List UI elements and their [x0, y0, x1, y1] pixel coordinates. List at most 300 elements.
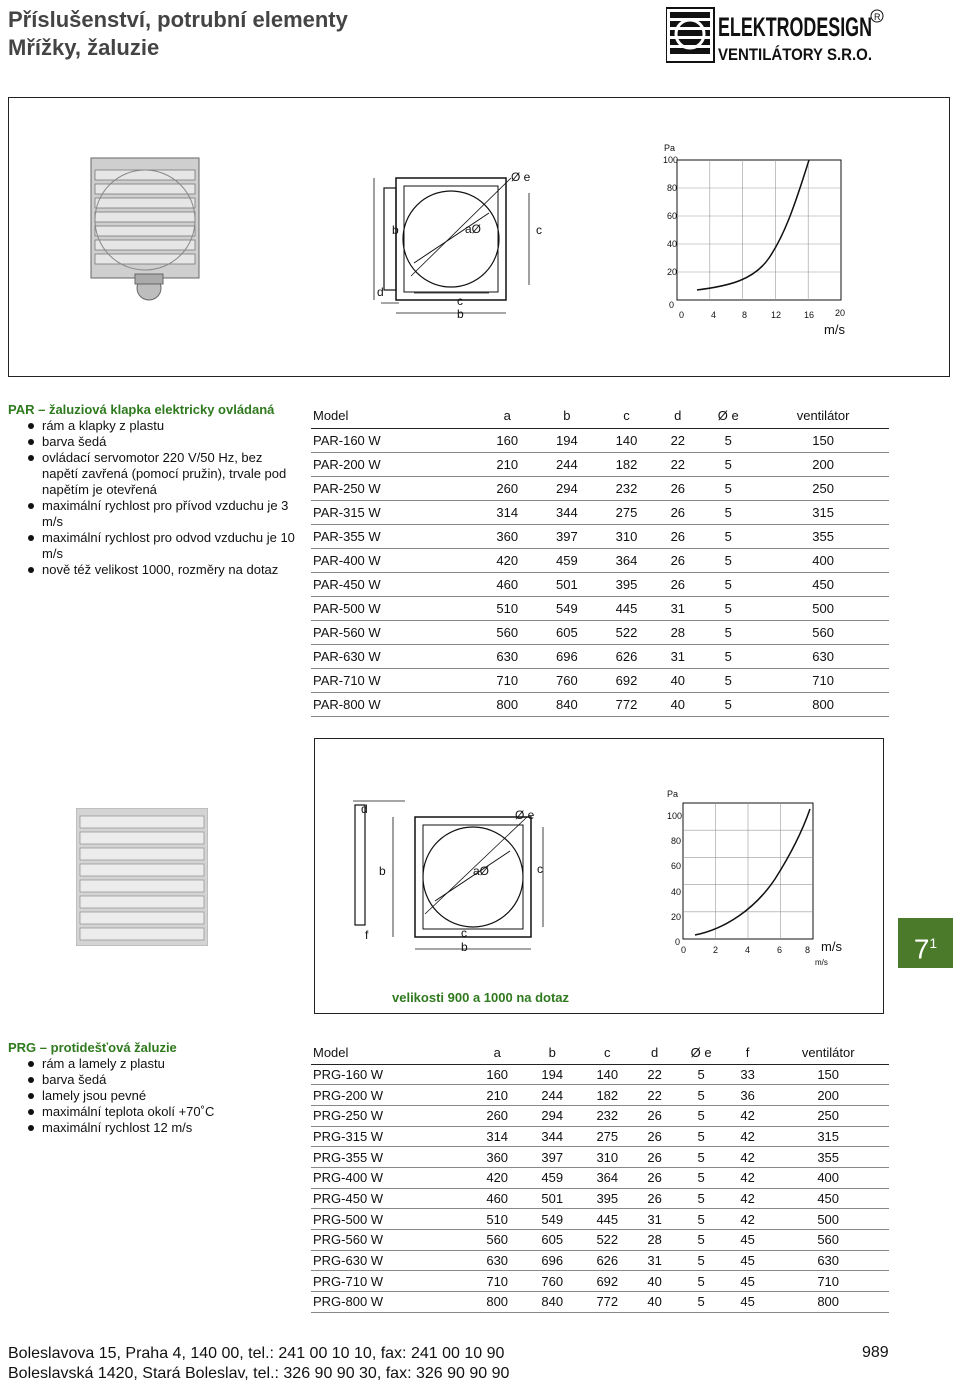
table-cell: PAR-355 W: [311, 524, 477, 548]
table-cell: 420: [477, 548, 537, 572]
table-cell: 275: [597, 500, 657, 524]
column-header: b: [525, 1042, 580, 1064]
table-cell: 5: [674, 1167, 727, 1188]
column-header: ventilátor: [757, 404, 889, 428]
table-cell: PRG-315 W: [311, 1126, 470, 1147]
prg-code: PRG: [8, 1040, 37, 1055]
table-cell: 40: [635, 1292, 675, 1313]
table-cell: 760: [525, 1271, 580, 1292]
par-pressure-chart: [677, 160, 841, 300]
table-row: [311, 1188, 889, 1209]
table-row: [311, 524, 889, 548]
table-cell: 5: [674, 1292, 727, 1313]
table-cell: 40: [635, 1271, 675, 1292]
table-row: [311, 1167, 889, 1188]
table-cell: 522: [597, 620, 657, 644]
par-chart-x0: 0: [679, 310, 685, 320]
prg-dim-f: f: [365, 928, 369, 942]
table-cell: 31: [656, 596, 699, 620]
table-cell: 45: [728, 1250, 768, 1271]
table-cell: 232: [580, 1105, 635, 1126]
table-cell: PRG-800 W: [311, 1292, 470, 1313]
table-cell: 800: [757, 692, 889, 716]
table-cell: 250: [757, 476, 889, 500]
table-cell: PAR-560 W: [311, 620, 477, 644]
section-tab-number: 7: [913, 933, 930, 965]
table-cell: 250: [767, 1105, 889, 1126]
par-spec-table: [311, 404, 889, 717]
par-dimension-drawing: [374, 178, 529, 313]
table-cell: PRG-560 W: [311, 1230, 470, 1251]
table-cell: 397: [537, 524, 597, 548]
table-cell: PAR-160 W: [311, 428, 477, 452]
par-chart-y40: 40: [667, 239, 678, 249]
table-cell: PAR-400 W: [311, 548, 477, 572]
prg-chart-x8: 8: [805, 945, 811, 955]
table-cell: 5: [674, 1209, 727, 1230]
table-cell: 510: [470, 1209, 525, 1230]
table-cell: 560: [767, 1230, 889, 1251]
table-cell: 314: [477, 500, 537, 524]
table-cell: 692: [597, 668, 657, 692]
table-cell: PAR-800 W: [311, 692, 477, 716]
table-cell: 630: [767, 1250, 889, 1271]
table-cell: 772: [597, 692, 657, 716]
table-cell: 344: [537, 500, 597, 524]
table-cell: 501: [537, 572, 597, 596]
table-cell: 194: [525, 1064, 580, 1085]
table-cell: PAR-710 W: [311, 668, 477, 692]
table-cell: PRG-355 W: [311, 1147, 470, 1168]
table-cell: 5: [674, 1105, 727, 1126]
par-dim-d: d: [377, 285, 384, 299]
company-logo: [666, 6, 884, 64]
column-header: c: [580, 1042, 635, 1064]
table-cell: 5: [674, 1188, 727, 1209]
list-item: maximální rychlost pro přívod vzduchu je 3 m/s: [26, 498, 298, 530]
table-cell: 45: [728, 1292, 768, 1313]
prg-chart-y60: 60: [671, 861, 682, 871]
prg-chart-x6: 6: [777, 945, 783, 955]
table-cell: 26: [635, 1105, 675, 1126]
table-cell: 626: [580, 1250, 635, 1271]
table-cell: 355: [767, 1147, 889, 1168]
table-cell: 160: [470, 1064, 525, 1085]
table-cell: 630: [757, 644, 889, 668]
table-cell: 26: [656, 572, 699, 596]
table-cell: 445: [597, 596, 657, 620]
table-cell: 630: [470, 1250, 525, 1271]
par-dim-c-bottom: c: [457, 294, 463, 308]
list-item: maximální rychlost 12 m/s: [26, 1120, 298, 1136]
table-cell: 5: [699, 452, 757, 476]
table-cell: 5: [699, 644, 757, 668]
par-product-photo: [91, 158, 199, 300]
par-chart-y0: 0: [669, 300, 675, 310]
table-cell: 5: [699, 428, 757, 452]
list-item: lamely jsou pevné: [26, 1088, 298, 1104]
column-header: a: [477, 404, 537, 428]
table-cell: 5: [674, 1230, 727, 1251]
table-cell: 310: [597, 524, 657, 548]
table-header-row: [311, 1042, 889, 1064]
table-cell: 140: [580, 1064, 635, 1085]
list-item: maximální rychlost pro odvod vzduchu je 10 m/s: [26, 530, 298, 562]
table-cell: 5: [674, 1271, 727, 1292]
table-cell: 31: [635, 1209, 675, 1230]
prg-chart-y20: 20: [671, 912, 682, 922]
table-cell: 150: [767, 1064, 889, 1085]
column-header: a: [470, 1042, 525, 1064]
table-cell: PRG-400 W: [311, 1167, 470, 1188]
page-title: [8, 6, 348, 62]
table-cell: 200: [767, 1085, 889, 1106]
column-header: Ø e: [699, 404, 757, 428]
table-cell: 500: [757, 596, 889, 620]
prg-section-title: [8, 1040, 298, 1056]
table-cell: 26: [656, 476, 699, 500]
table-cell: 200: [757, 452, 889, 476]
table-cell: 696: [537, 644, 597, 668]
table-cell: PRG-630 W: [311, 1250, 470, 1271]
table-cell: 45: [728, 1271, 768, 1292]
table-cell: 40: [656, 668, 699, 692]
prg-figure-panel: [314, 738, 884, 1014]
table-cell: 36: [728, 1085, 768, 1106]
table-cell: 244: [537, 452, 597, 476]
table-cell: 244: [525, 1085, 580, 1106]
table-cell: 182: [580, 1085, 635, 1106]
table-row: [311, 500, 889, 524]
table-row: [311, 1271, 889, 1292]
table-cell: 5: [699, 572, 757, 596]
table-cell: 5: [674, 1250, 727, 1271]
table-cell: 42: [728, 1147, 768, 1168]
table-cell: 26: [656, 524, 699, 548]
table-row: [311, 668, 889, 692]
table-cell: 31: [635, 1250, 675, 1271]
table-cell: 22: [656, 452, 699, 476]
table-cell: 360: [477, 524, 537, 548]
prg-chart-y100: 100: [667, 811, 683, 821]
prg-dim-c-bottom: c: [461, 926, 467, 940]
table-cell: 710: [470, 1271, 525, 1292]
table-cell: 800: [477, 692, 537, 716]
table-row: [311, 548, 889, 572]
table-cell: 560: [477, 620, 537, 644]
prg-spec-table: [311, 1042, 889, 1313]
page-number: 989: [862, 1344, 889, 1361]
page-title-line2: Mřížky, žaluzie: [8, 35, 160, 60]
table-cell: 696: [525, 1250, 580, 1271]
table-row: [311, 476, 889, 500]
prg-size-note: velikosti 900 a 1000 na dotaz: [392, 990, 570, 1005]
table-cell: 42: [728, 1126, 768, 1147]
table-cell: 22: [635, 1064, 675, 1085]
par-figure: [9, 98, 949, 376]
table-cell: 360: [470, 1147, 525, 1168]
table-cell: 450: [767, 1188, 889, 1209]
par-dim-b: b: [392, 223, 399, 237]
prg-dim-d: d: [361, 802, 368, 816]
prg-dim-phi-e: Ø e: [515, 808, 535, 822]
table-cell: 31: [656, 644, 699, 668]
par-chart-x4: 4: [711, 310, 717, 320]
table-row: [311, 452, 889, 476]
table-cell: 5: [699, 548, 757, 572]
table-cell: PRG-250 W: [311, 1105, 470, 1126]
list-item: ovládací servomotor 220 V/50 Hz, bez napětí zavřená (pomocí pružin), trvale pod napětím je otevřená: [26, 450, 298, 498]
prg-pressure-chart: [683, 803, 813, 939]
table-cell: 344: [525, 1126, 580, 1147]
prg-product-photo: [76, 808, 208, 946]
prg-pressure-curve: [695, 809, 810, 935]
table-cell: 500: [767, 1209, 889, 1230]
table-cell: 210: [470, 1085, 525, 1106]
prg-chart-x0: 0: [681, 945, 687, 955]
table-cell: 395: [580, 1188, 635, 1209]
par-chart-y100: 100: [663, 155, 679, 165]
table-cell: 710: [477, 668, 537, 692]
table-cell: 772: [580, 1292, 635, 1313]
prg-chart-unit-pa: Pa: [667, 789, 679, 799]
table-cell: 22: [656, 428, 699, 452]
table-row: [311, 1292, 889, 1313]
table-row: [311, 596, 889, 620]
table-cell: 160: [477, 428, 537, 452]
table-cell: 840: [525, 1292, 580, 1313]
table-cell: 26: [635, 1126, 675, 1147]
table-cell: 5: [699, 596, 757, 620]
par-dim-a-phi: aØ: [465, 222, 482, 236]
logo-sub-text: VENTILÁTORY S.R.O.: [718, 45, 872, 64]
table-cell: 45: [728, 1230, 768, 1251]
table-cell: 40: [656, 692, 699, 716]
table-cell: 501: [525, 1188, 580, 1209]
table-cell: 5: [699, 620, 757, 644]
table-cell: 26: [635, 1167, 675, 1188]
par-feature-list: [26, 418, 298, 578]
table-row: [311, 1126, 889, 1147]
table-cell: 26: [635, 1188, 675, 1209]
table-cell: 522: [580, 1230, 635, 1251]
prg-description: [8, 1040, 298, 1136]
table-header-row: [311, 404, 889, 428]
table-cell: 710: [757, 668, 889, 692]
table-cell: 182: [597, 452, 657, 476]
table-cell: 194: [537, 428, 597, 452]
table-cell: 800: [470, 1292, 525, 1313]
table-cell: PRG-710 W: [311, 1271, 470, 1292]
table-cell: 42: [728, 1105, 768, 1126]
table-row: [311, 1085, 889, 1106]
table-cell: 26: [635, 1147, 675, 1168]
table-cell: 840: [537, 692, 597, 716]
table-cell: 22: [635, 1085, 675, 1106]
table-cell: 692: [580, 1271, 635, 1292]
table-row: [311, 620, 889, 644]
list-item: barva šedá: [26, 434, 298, 450]
column-header: d: [656, 404, 699, 428]
table-cell: 364: [597, 548, 657, 572]
par-dim-b-bottom: b: [457, 307, 464, 321]
table-cell: 605: [537, 620, 597, 644]
par-pressure-curve: [697, 160, 809, 290]
table-cell: PAR-450 W: [311, 572, 477, 596]
table-cell: 5: [674, 1085, 727, 1106]
table-cell: 760: [537, 668, 597, 692]
table-cell: 460: [477, 572, 537, 596]
table-cell: 275: [580, 1126, 635, 1147]
table-cell: PRG-500 W: [311, 1209, 470, 1230]
prg-title-text: – protidešťová žaluzie: [39, 1040, 177, 1055]
prg-chart-x4: 4: [745, 945, 751, 955]
par-description: [8, 402, 298, 578]
par-chart-x20: 20: [835, 308, 846, 318]
table-cell: 26: [656, 548, 699, 572]
table-cell: 28: [656, 620, 699, 644]
prg-chart-y80: 80: [671, 836, 682, 846]
table-cell: PAR-315 W: [311, 500, 477, 524]
table-cell: 510: [477, 596, 537, 620]
table-cell: 549: [525, 1209, 580, 1230]
par-chart-x8: 8: [742, 310, 748, 320]
table-cell: 626: [597, 644, 657, 668]
column-header: b: [537, 404, 597, 428]
table-row: [311, 572, 889, 596]
column-header: c: [597, 404, 657, 428]
prg-dim-b-bottom: b: [461, 940, 468, 954]
prg-dim-c: c: [537, 862, 543, 876]
table-row: [311, 1250, 889, 1271]
column-header: Model: [311, 404, 477, 428]
table-cell: 630: [477, 644, 537, 668]
table-cell: 33: [728, 1064, 768, 1085]
table-cell: PAR-500 W: [311, 596, 477, 620]
table-cell: 364: [580, 1167, 635, 1188]
par-chart-unit-ms: m/s: [824, 322, 845, 337]
table-cell: 5: [699, 476, 757, 500]
list-item: rám a klapky z plastu: [26, 418, 298, 434]
list-item: rám a lamely z plastu: [26, 1056, 298, 1072]
table-row: [311, 1209, 889, 1230]
table-cell: 605: [525, 1230, 580, 1251]
list-item: barva šedá: [26, 1072, 298, 1088]
table-cell: 294: [537, 476, 597, 500]
table-row: [311, 1064, 889, 1085]
table-cell: PAR-250 W: [311, 476, 477, 500]
table-cell: 400: [757, 548, 889, 572]
par-title-text: – žaluziová klapka elektricky ovládaná: [38, 402, 275, 417]
table-row: [311, 692, 889, 716]
column-header: f: [728, 1042, 768, 1064]
table-cell: 315: [757, 500, 889, 524]
table-cell: 459: [537, 548, 597, 572]
table-cell: 445: [580, 1209, 635, 1230]
table-cell: 5: [674, 1064, 727, 1085]
footer-address-1: Boleslavova 15, Praha 4, 140 00, tel.: 241 00 10 10, fax: 241 00 10 90: [8, 1345, 505, 1362]
par-figure-panel: [8, 97, 950, 377]
table-cell: 5: [674, 1147, 727, 1168]
par-chart-y20: 20: [667, 267, 678, 277]
par-chart-x16: 16: [804, 310, 815, 320]
prg-feature-list: [26, 1056, 298, 1136]
table-row: [311, 1147, 889, 1168]
par-chart-y80: 80: [667, 183, 678, 193]
table-cell: 450: [757, 572, 889, 596]
table-cell: 395: [597, 572, 657, 596]
table-cell: 210: [477, 452, 537, 476]
par-chart-y60: 60: [667, 211, 678, 221]
table-cell: 140: [597, 428, 657, 452]
table-cell: 294: [525, 1105, 580, 1126]
column-header: d: [635, 1042, 675, 1064]
table-cell: 549: [537, 596, 597, 620]
table-cell: 355: [757, 524, 889, 548]
table-cell: 42: [728, 1167, 768, 1188]
table-cell: 420: [470, 1167, 525, 1188]
table-cell: 232: [597, 476, 657, 500]
page-title-line1: Příslušenství, potrubní elementy: [8, 7, 348, 32]
par-chart-unit-pa: Pa: [664, 143, 676, 153]
table-cell: 560: [470, 1230, 525, 1251]
par-code: PAR: [8, 402, 35, 417]
section-tab: [898, 918, 953, 968]
prg-chart-y40: 40: [671, 887, 682, 897]
table-cell: 5: [699, 500, 757, 524]
section-tab-superscript: 1: [929, 935, 938, 951]
list-item: maximální teplota okolí +70˚C: [26, 1104, 298, 1120]
prg-chart-unit-ms: m/s: [821, 939, 842, 954]
logo-main-text: ELEKTRODESIGN: [718, 12, 872, 42]
table-cell: 800: [767, 1292, 889, 1313]
table-row: [311, 1105, 889, 1126]
table-cell: PAR-200 W: [311, 452, 477, 476]
table-cell: 460: [470, 1188, 525, 1209]
prg-chart-unit-ms-small: m/s: [815, 958, 828, 967]
table-cell: 5: [699, 524, 757, 548]
column-header: ventilátor: [767, 1042, 889, 1064]
table-cell: PRG-200 W: [311, 1085, 470, 1106]
table-cell: 42: [728, 1188, 768, 1209]
table-cell: 310: [580, 1147, 635, 1168]
table-cell: 260: [470, 1105, 525, 1126]
prg-dim-a-phi: aØ: [473, 864, 490, 878]
table-row: [311, 1230, 889, 1251]
list-item: nově též velikost 1000, rozměry na dotaz: [26, 562, 298, 578]
table-row: [311, 644, 889, 668]
par-dim-c: c: [536, 223, 542, 237]
prg-figure: [315, 739, 883, 1013]
table-row: [311, 428, 889, 452]
par-dim-phi-e: Ø e: [511, 170, 531, 184]
table-cell: 5: [699, 668, 757, 692]
table-cell: 42: [728, 1209, 768, 1230]
par-section-title: [8, 402, 298, 418]
table-cell: PAR-630 W: [311, 644, 477, 668]
table-cell: 26: [656, 500, 699, 524]
table-cell: PRG-450 W: [311, 1188, 470, 1209]
table-cell: 710: [767, 1271, 889, 1292]
table-cell: 5: [674, 1126, 727, 1147]
table-cell: 459: [525, 1167, 580, 1188]
footer-address-2: Boleslavská 1420, Stará Boleslav, tel.: 326 90 90 30, fax: 326 90 90 90: [8, 1365, 510, 1382]
registered-mark: R: [874, 12, 881, 22]
prg-chart-x2: 2: [713, 945, 719, 955]
table-cell: 260: [477, 476, 537, 500]
table-cell: 560: [757, 620, 889, 644]
column-header: Model: [311, 1042, 470, 1064]
